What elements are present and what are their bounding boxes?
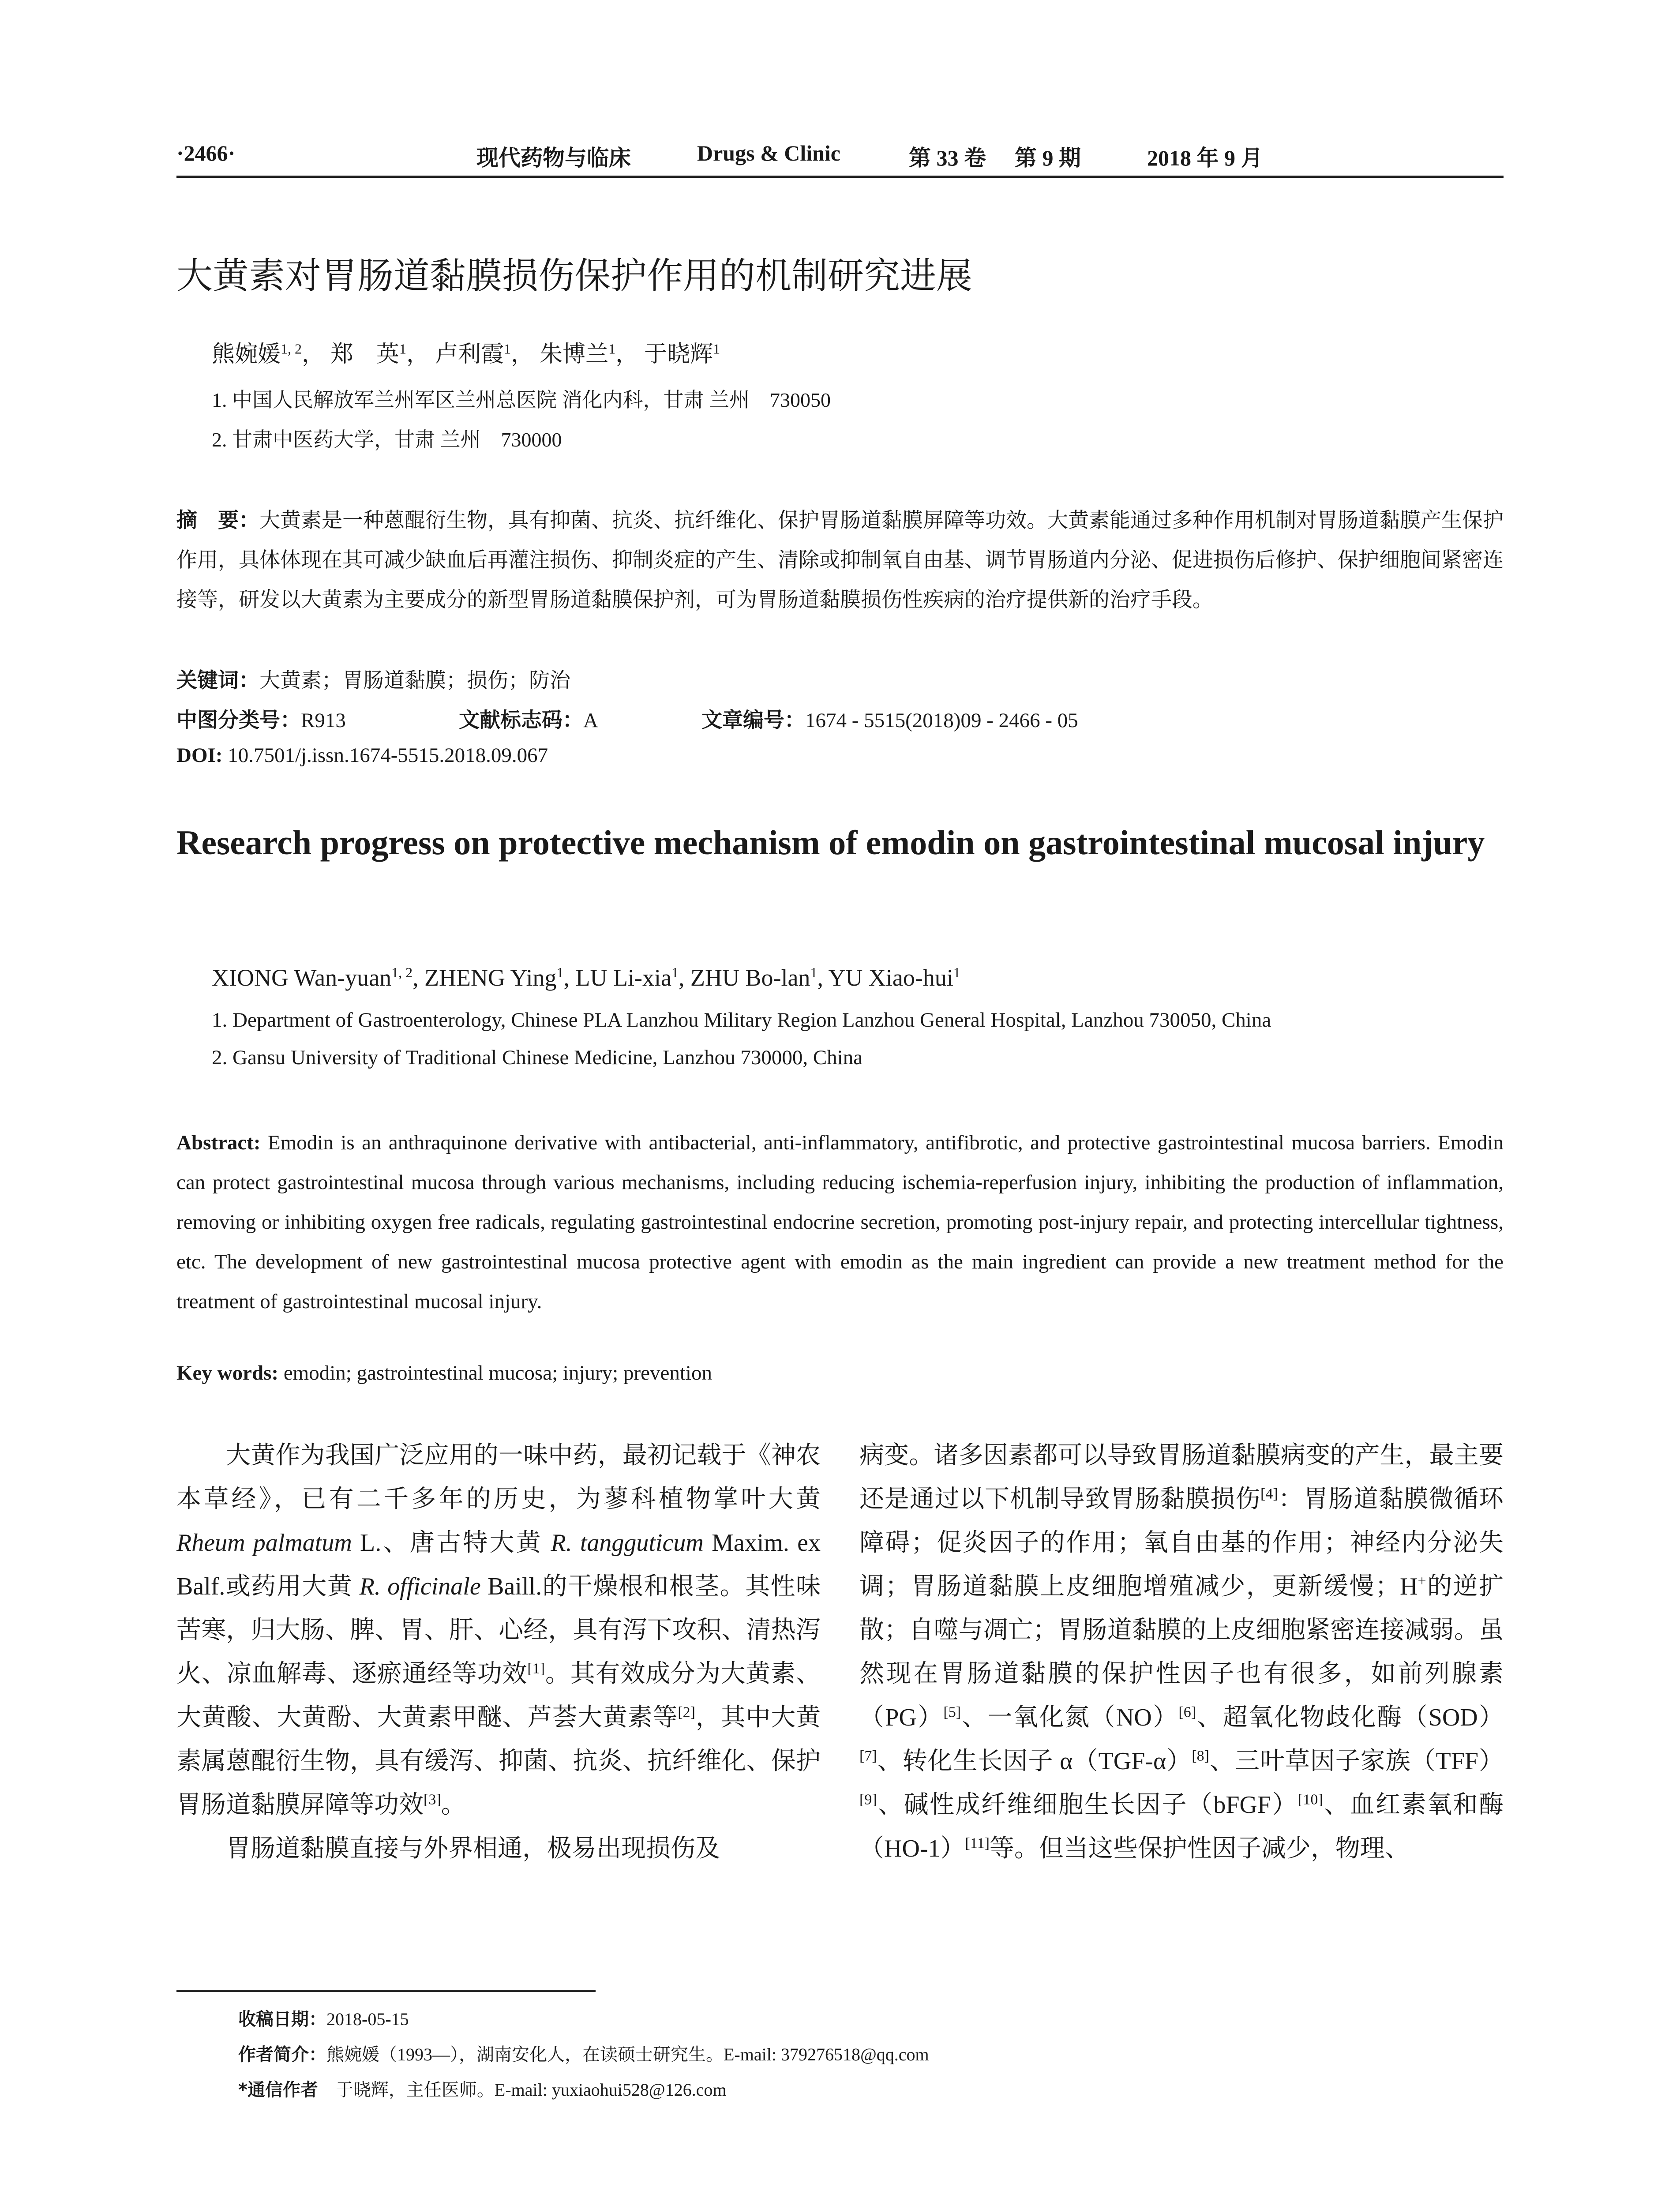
journal-name-en: Drugs & Clinic — [697, 141, 840, 165]
author-affiliation-mark: 1 — [504, 341, 511, 357]
author-affiliation-mark: 1, 2 — [391, 964, 413, 980]
author-affiliation-mark: 1 — [810, 964, 818, 980]
text-run: 的逆扩散；自噬与凋亡；胃肠道黏膜的上皮细胞紧密连接减弱。虽然现在胃肠道黏膜的保护性因子也有很多，如前列腺素（PG） — [859, 1573, 1504, 1731]
author-name: LU Li-xia — [575, 964, 671, 991]
abstract-text: 大黄素是一种蒽醌衍生物，具有抑菌、抗炎、抗纤维化、保护胃肠道黏膜屏障等功效。大黄素能通过多种作用机制对胃肠道黏膜产生保护作用，具体体现在其可减少缺血后再灌注损伤、抑制炎症的产生、清除或抑制氧自由基、调节胃肠道内分泌、促进损伤后修护、保护细胞间紧密连接等，研发以大黄素为主要成分的新型胃肠道黏膜保护剂，可为胃肠道黏膜损伤性疾病的治疗提供新的治疗手段。 — [176, 509, 1504, 612]
author-affiliation-mark: 1, 2 — [281, 341, 302, 357]
body-column-right — [859, 1434, 1504, 1871]
clc-value: R913 — [301, 709, 346, 732]
keywords-label: Key words: — [176, 1362, 279, 1384]
text-run: 、超氧化物歧化酶（SOD） — [1196, 1704, 1504, 1731]
running-header — [176, 140, 1504, 178]
author-affiliation-mark: 1 — [713, 341, 720, 357]
footnote-text: 2018-05-15 — [326, 2009, 409, 2029]
chinese-title: 大黄素对胃肠道黏膜损伤保护作用的机制研究进展 — [176, 255, 973, 297]
author-name: ZHU Bo-lan — [690, 964, 810, 991]
author-affiliation-mark: 1 — [399, 341, 407, 357]
author-name: 于晓辉 — [644, 342, 713, 367]
citation-ref: [6] — [1178, 1704, 1196, 1721]
author-name: 熊婉媛 — [212, 342, 281, 367]
author-affiliation-mark: 1 — [671, 964, 679, 980]
author-name: 郑 英 — [330, 342, 400, 367]
doc-code-value: A — [583, 709, 598, 732]
footnote-label: 作者简介： — [238, 2045, 326, 2065]
footnote-label: 收稿日期： — [238, 2009, 326, 2030]
keywords-text: emodin; gastrointestinal mucosa; injury; prevention — [283, 1362, 712, 1384]
author-name: 朱博兰 — [540, 342, 609, 367]
keywords-text: 大黄素；胃肠道黏膜；损伤；防治 — [259, 669, 570, 692]
author-name: YU Xiao-hui — [828, 964, 953, 991]
doi-value: 10.7501/j.issn.1674-5515.2018.09.067 — [228, 744, 548, 767]
species-name: R. officinale — [359, 1573, 481, 1600]
body-column-left — [176, 1434, 821, 1871]
clc-label: 中图分类号： — [176, 708, 301, 732]
citation-ref: + — [1418, 1573, 1426, 1590]
author-affiliation-mark: 1 — [608, 341, 616, 357]
body-paragraph — [176, 1434, 821, 1827]
text-run: 、转化生长因子 α（TGF-α） — [877, 1748, 1192, 1775]
keywords-label: 关键词： — [176, 668, 259, 693]
citation-ref: [11] — [965, 1835, 990, 1852]
article-no-value: 1674 - 5515(2018)09 - 2466 - 05 — [805, 709, 1078, 732]
abstract-label: 摘 要： — [176, 508, 259, 533]
footnote-label: *通信作者 — [238, 2080, 318, 2100]
body-paragraph — [859, 1434, 1504, 1871]
text-run: 、碱性成纤维细胞生长因子（bFGF） — [877, 1791, 1298, 1819]
citation-ref: [7] — [859, 1748, 877, 1764]
english-title: Research progress on protective mechanism of emodin on gastrointestinal mucosal injury — [176, 823, 1485, 862]
text-run: 大黄作为我国广泛应用的一味中药，最初记载于《神农本草经》，已有二千多年的历史，为蓼科植物掌叶大黄 — [176, 1442, 821, 1513]
english-affiliation-1: 1. Department of Gastroenterology, Chinese PLA Lanzhou Military Region Lanzhou General Hospital, Lanzhou 730050, China — [212, 1009, 1271, 1032]
text-run: 、血红素氧和酶（HO-1） — [859, 1791, 1504, 1862]
chinese-keywords — [176, 664, 570, 694]
classification-line — [176, 704, 346, 733]
citation-ref: [10] — [1298, 1791, 1323, 1808]
english-abstract — [176, 1123, 1504, 1321]
footnote-received — [238, 2005, 409, 2030]
text-run: L.、唐古特大黄 — [352, 1529, 551, 1557]
text-run: 。其有效成分为大黄素、大黄酸、大黄酚、大黄素甲醚、芦荟大黄素等 — [176, 1660, 821, 1731]
issue: 第 9 期 — [1015, 146, 1081, 170]
text-run: 、三叶草因子家族（TFF） — [1209, 1748, 1504, 1775]
body-paragraph: 胃肠道黏膜直接与外界相通，极易出现损伤及 — [226, 1835, 720, 1862]
chinese-authors: 熊婉媛$^{1, 2}$， 郑 英$^1$， 卢利霞$^1$， 朱博兰$^1$， 于晓辉$^1$ — [212, 341, 720, 367]
author-name: 卢利霞 — [435, 342, 504, 367]
english-keywords — [176, 1361, 712, 1385]
text-run: ：胃肠道黏膜微循环障碍；促炎因子的作用；氧自由基的作用；神经内分泌失调；胃肠道黏膜上皮细胞增殖减少，更新缓慢；H — [859, 1486, 1504, 1600]
chinese-abstract — [176, 501, 1504, 620]
article-no-label: 文章编号： — [701, 708, 805, 732]
citation-ref: [1] — [527, 1660, 545, 1677]
abstract-label: Abstract: — [176, 1131, 261, 1154]
citation-ref: [4] — [1260, 1486, 1278, 1502]
chinese-affiliation-1: 1. 中国人民解放军兰州军区兰州总医院 消化内科，甘肃 兰州 730050 — [212, 389, 831, 411]
text-run: Maxim. ex Balf.或药用大黄 — [176, 1529, 821, 1600]
author-affiliation-mark: 1 — [953, 964, 960, 980]
citation-ref: [9] — [859, 1791, 877, 1808]
species-name: Rheum palmatum — [176, 1529, 352, 1557]
species-name: R. tangguticum — [551, 1529, 704, 1557]
footnote-divider — [176, 1990, 596, 1992]
author-name: ZHENG Ying — [424, 964, 557, 991]
chinese-affiliation-2: 2. 甘肃中医药大学，甘肃 兰州 730000 — [212, 428, 562, 451]
text-run: 、一氧化氮（NO） — [961, 1704, 1179, 1731]
english-authors: XIONG Wan-yuan$^{1, 2}$, ZHENG Ying$^1$, LU Li-xia$^1$, ZHU Bo-lan$^1$, YU Xiao-hui$^1$ — [212, 964, 960, 991]
issue-date: 2018 年 9 月 — [1147, 146, 1263, 170]
citation-ref: [2] — [678, 1704, 695, 1721]
footnote-corresponding-author — [238, 2076, 727, 2101]
author-name: XIONG Wan-yuan — [212, 964, 392, 991]
journal-name-cn: 现代药物与临床 — [476, 145, 631, 171]
text-run: Baill.的干燥根和根茎。其性味苦寒，归大肠、脾、胃、肝、心经，具有泻下攻积、清热泻火、凉血解毒、逐瘀通经等功效 — [176, 1573, 821, 1688]
citation-ref: [5] — [943, 1704, 961, 1721]
english-affiliation-2: 2. Gansu University of Traditional Chinese Medicine, Lanzhou 730000, China — [212, 1046, 863, 1069]
doi-label: DOI: — [176, 744, 223, 767]
text-run: 病变。诸多因素都可以导致胃肠道黏膜病变的产生，最主要还是通过以下机制导致胃肠黏膜损伤 — [859, 1442, 1504, 1513]
footnote-author-bio — [238, 2041, 929, 2066]
text-run: 等。但当这些保护性因子减少，物理、 — [989, 1835, 1410, 1862]
citation-ref: [8] — [1192, 1748, 1209, 1764]
doc-code-label: 文献标志码： — [459, 708, 583, 732]
doi-line — [176, 743, 548, 767]
footnote-text: 熊婉媛（1993—），湖南安化人，在读硕士研究生。E-mail: 379276518@qq.com — [326, 2045, 929, 2064]
volume: 第 33 卷 — [909, 146, 986, 170]
abstract-text: Emodin is an anthraquinone derivative with antibacterial, anti-inflammatory, antifibrotic, and protective gastrointestinal mucosa barriers. Emodin can protect gastrointestinal mucosa through various mechanisms, including reducing ischemia-reperfusion injury, inhibiting the production of inflammation, removing or inhibiting oxygen free radicals, regulating gastrointestinal endocrine secretion, promoting post-injury repair, and protecting intercellular tightness, etc. The development of new gastrointestinal mucosa protective agent with emodin as the main ingredient can provide a new treatment method for the treatment of gastrointestinal mucosal injury. — [176, 1131, 1504, 1313]
footnote-text: 于晓辉，主任医师。E-mail: yuxiaohui528@126.com — [318, 2080, 727, 2100]
page-number: ·2466· — [176, 141, 236, 165]
article-number — [701, 704, 1078, 733]
author-affiliation-mark: 1 — [556, 964, 564, 980]
text-run: ，其中大黄素属蒽醌衍生物，具有缓泻、抑菌、抗炎、抗纤维化、保护胃肠道黏膜屏障等功效 — [176, 1704, 821, 1819]
text-run: 。 — [441, 1791, 466, 1819]
citation-ref: [3] — [424, 1791, 441, 1808]
document-code — [459, 704, 598, 733]
